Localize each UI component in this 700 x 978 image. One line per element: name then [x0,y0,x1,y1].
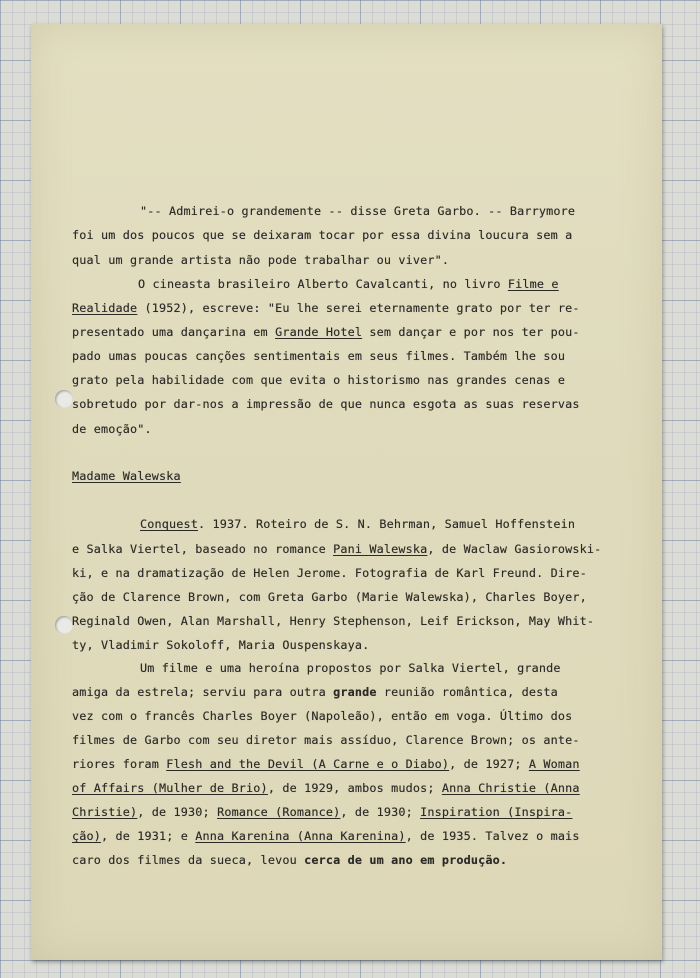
text-segment: grato pela habilidade com que evita o historismo nas grandes cenas e [72,373,566,387]
text-segment: , de 1930; [137,805,218,819]
text-line [72,228,572,242]
text-line [72,422,152,436]
underlined-title: Flesh and the Devil (A Carne e o Diabo) [166,757,450,771]
underlined-title: A Woman [528,757,580,771]
punch-hole-top [55,390,73,408]
underlined-title: Anna Karenina (Anna Karenina) [195,829,406,843]
text-segment: pado umas poucas canções sentimentais em seus filmes. Também lhe sou [72,349,566,363]
underlined-title: of Affairs (Mulher de Brio) [72,781,268,795]
text-line [72,325,580,339]
text-segment: filmes de Garbo com seu diretor mais assíduo, Clarence Brown; os ante- [72,733,580,747]
section-heading [72,469,181,483]
text-segment: ki, e na dramatização de Helen Jerome. Fotografia de Karl Freund. Dire- [72,566,587,580]
underlined-title: Filme e [507,277,559,291]
text-line [72,805,572,819]
text-line [140,204,575,218]
text-line [140,517,575,531]
bold-text: grande [333,685,377,699]
underlined-title: Conquest [140,517,199,531]
text-line [72,829,580,843]
text-line [72,542,601,556]
underlined-title: Realidade [72,301,138,315]
text-segment: qual um grande artista não pode trabalhar ou viver". [72,253,450,267]
text-segment: ção de Clarence Brown, com Greta Garbo (Marie Walewska), Charles Boyer, [72,590,587,604]
text-line [140,661,561,675]
underlined-title: Pani Walewska [333,542,428,556]
underlined-title: ção) [72,829,102,843]
text-segment: reunião romântica, desta [376,685,558,699]
text-segment: de emoção". [72,422,152,436]
text-segment: vez com o francês Charles Boyer (Napoleão), então em voga. Último dos [72,709,573,723]
underlined-title: Christie) [72,805,138,819]
text-line [72,349,565,363]
text-segment: amiga da estrela; serviu para outra [72,685,334,699]
text-line [72,614,594,628]
underlined-title: Grande Hotel [275,325,363,339]
text-segment: riores foram [72,757,167,771]
text-line [72,853,507,867]
text-line [72,685,558,699]
text-segment: sem dançar e por nos ter pou- [362,325,580,339]
text-segment: ty, Vladimir Sokoloff, Maria Ouspenskaya. [72,638,370,652]
underlined-title: Romance (Romance) [217,805,341,819]
text-segment: Reginald Owen, Alan Marshall, Henry Stephenson, Leif Erickson, May Whit- [72,614,595,628]
text-line [72,781,580,795]
text-segment: Um filme e uma heroína propostos por Salka Viertel, grande [140,661,561,675]
text-segment: . 1937. Roteiro de S. N. Behrman, Samuel Hoffenstein [198,517,576,531]
text-segment: e Salka Viertel, baseado no romance [72,542,334,556]
text-line [138,277,559,291]
text-line [72,301,580,315]
text-line [72,757,580,771]
text-line [72,638,369,652]
typewritten-page [31,24,662,960]
underlined-title: Madame Walewska [72,469,181,483]
text-segment: caro dos filmes da sueca, levou [72,853,305,867]
text-line [72,397,580,411]
underlined-title: Inspiration (Inspira- [420,805,573,819]
text-segment: , de 1927; [449,757,529,771]
text-segment: foi um dos poucos que se deixaram tocar por essa divina loucura sem a [72,228,573,242]
punch-hole-bottom [55,616,73,634]
text-segment: sobretudo por dar-nos a impressão de que nunca esgota as suas reservas [72,397,580,411]
text-segment: , de Waclaw Gasiorowski- [427,542,602,556]
text-line [72,733,580,747]
text-line [72,566,587,580]
text-segment: "-- Admirei-o grandemente -- disse Greta Garbo. -- Barrymore [140,204,576,218]
text-segment: , de 1935. Talvez o mais [405,829,580,843]
text-segment: O cineasta brasileiro Alberto Cavalcanti, no livro [138,277,508,291]
bold-text: cerca de um ano em produção. [304,853,508,867]
text-line [72,373,565,387]
text-line [72,590,587,604]
text-line [72,253,449,267]
text-segment: , de 1929, ambos mudos; [267,781,442,795]
text-segment: presentado uma dançarina em [72,325,276,339]
text-segment: , de 1930; [340,805,421,819]
text-line [72,709,572,723]
text-segment: (1952), escreve: "Eu lhe serei eternamente grato por ter re- [137,301,580,315]
text-segment: , de 1931; e [101,829,196,843]
underlined-title: Anna Christie (Anna [441,781,580,795]
